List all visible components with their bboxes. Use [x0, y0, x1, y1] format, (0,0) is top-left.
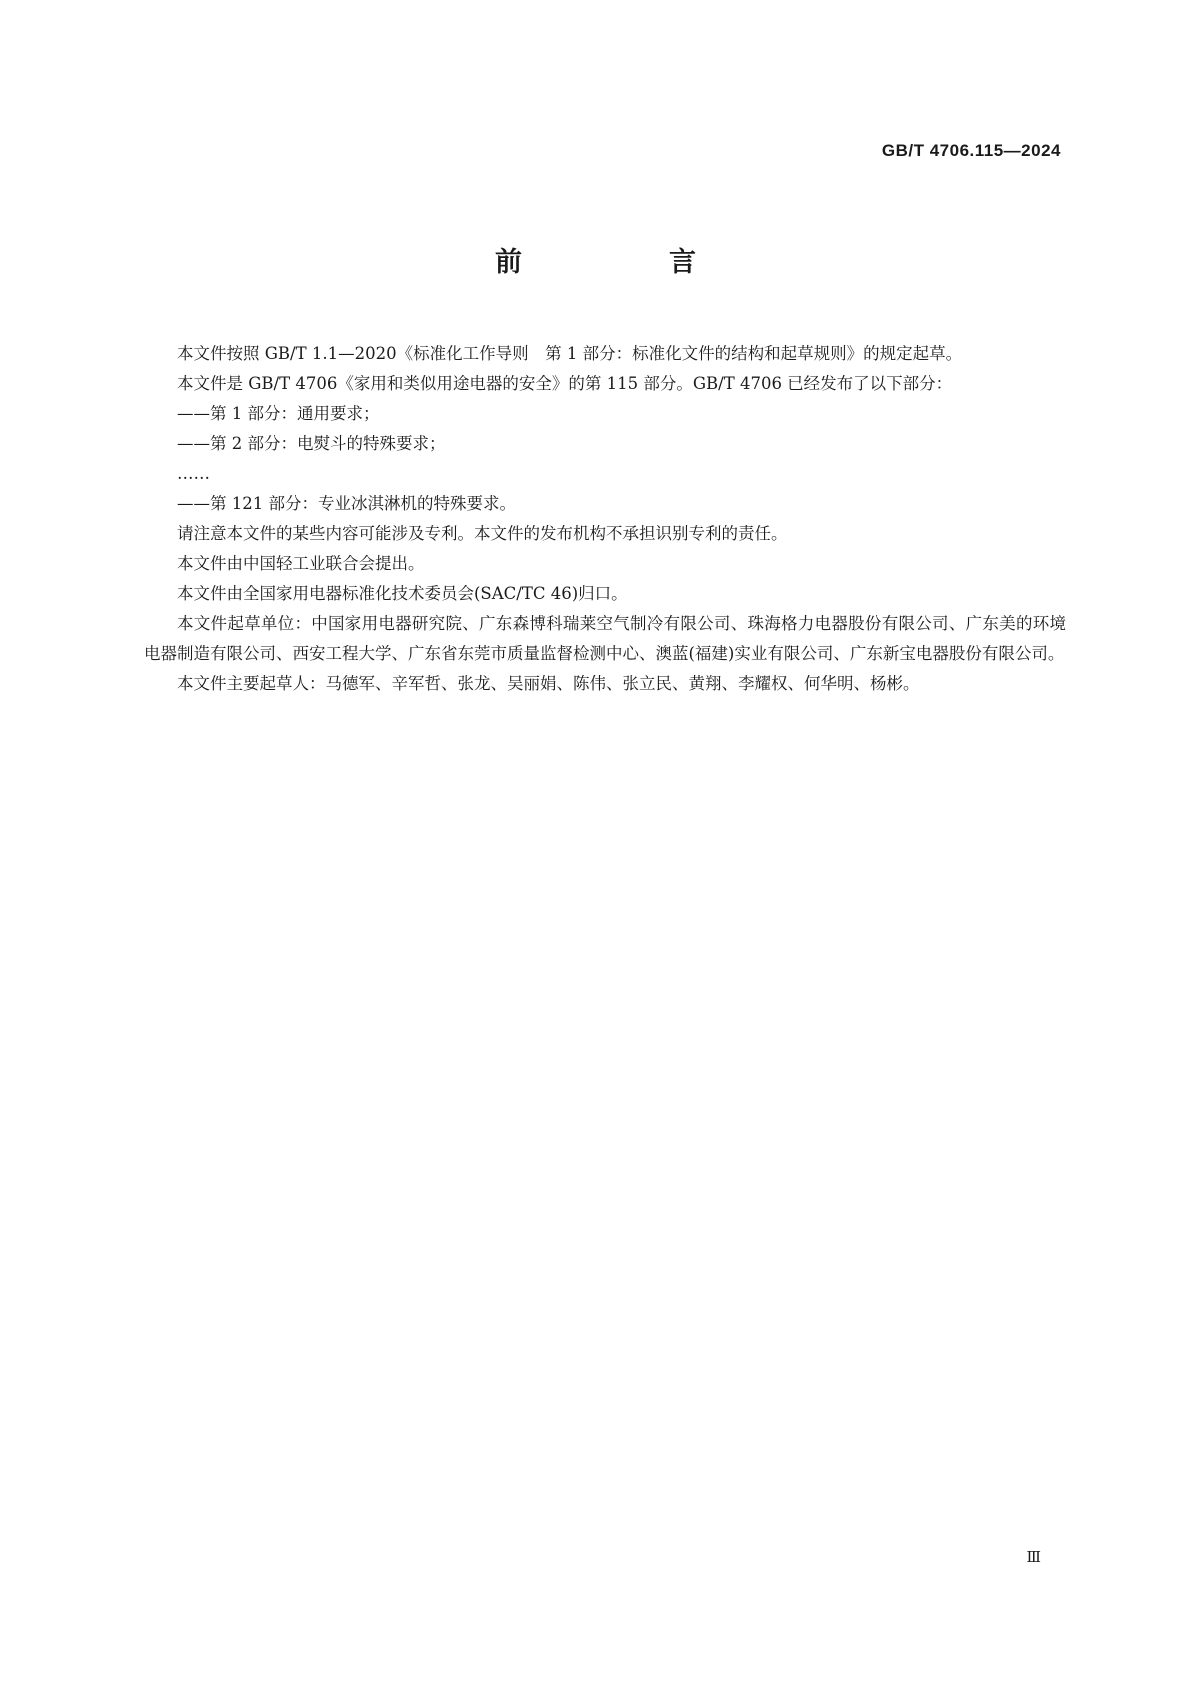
- standard-code: GB/T 4706.115—2024: [881, 141, 1061, 160]
- paragraph-administrator: 本文件由全国家用电器标准化技术委员会(SAC/TC 46)归口。: [177, 584, 628, 603]
- list-item-part-2: ——第 2 部分：电熨斗的特殊要求；: [177, 434, 446, 453]
- foreword-body: [144, 339, 1066, 699]
- paragraph-patent-notice: 请注意本文件的某些内容可能涉及专利。本文件的发布机构不承担识别专利的责任。: [177, 524, 788, 543]
- paragraph-drafting-units: 本文件起草单位：中国家用电器研究院、广东森博科瑞莱空气制冷有限公司、珠海格力电器股份有限公司、广东美的环境电器制造有限公司、西安工程大学、广东省东莞市质量监督检测中心、澳蓝(福建)实业有限公司、广东新宝电器股份有限公司。: [144, 614, 1066, 663]
- paragraph-drafters: 本文件主要起草人：马德军、辛军哲、张龙、吴丽娟、陈伟、张立民、黄翔、李耀权、何华明、杨彬。: [177, 674, 920, 693]
- page-number: Ⅲ: [1026, 1548, 1041, 1566]
- list-item-part-1: ——第 1 部分：通用要求；: [177, 404, 380, 423]
- list-ellipsis: ……: [177, 464, 210, 483]
- paragraph-drafting-rules: 本文件按照 GB/T 1.1—2020《标准化工作导则 第 1 部分：标准化文件的结构和起草规则》的规定起草。: [177, 344, 963, 363]
- paragraph-proposer: 本文件由中国轻工业联合会提出。: [177, 554, 425, 573]
- list-item-part-121: ——第 121 部分：专业冰淇淋机的特殊要求。: [177, 494, 516, 513]
- paragraph-series-intro: 本文件是 GB/T 4706《家用和类似用途电器的安全》的第 115 部分。GB/T 4706 已经发布了以下部分：: [177, 374, 953, 393]
- page-title: 前 言: [495, 247, 756, 278]
